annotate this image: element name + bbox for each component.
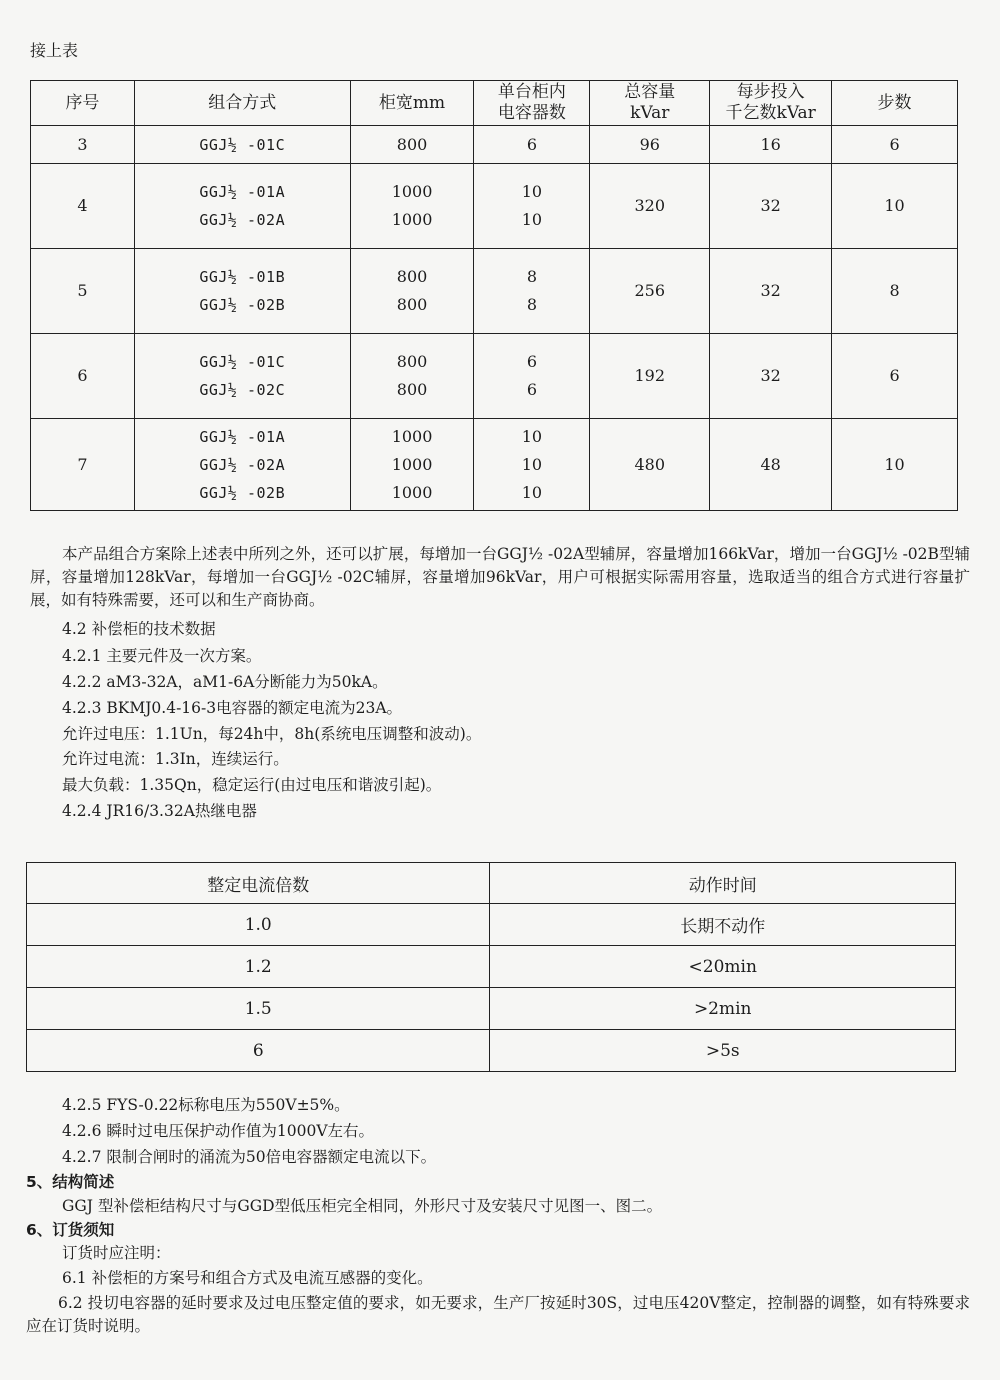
width-cell-line: 1000 (391, 482, 433, 502)
step-kvar-cell (710, 126, 832, 164)
tech-line: 最大负载：1.35Qn，稳定运行(由过电压和谐波引起)。 (62, 776, 442, 794)
total-capacity-cell-line: 256 (634, 281, 666, 300)
steps-cell (832, 164, 958, 249)
combination-cell (134, 334, 350, 419)
total-capacity-cell (590, 249, 710, 334)
header-text: 序号 (65, 92, 100, 113)
total-capacity-cell (590, 164, 710, 249)
thermal-relay-table (26, 862, 956, 1072)
header-current-multiple: 整定电流倍数 (27, 863, 490, 904)
tech-line: 4.2.1 主要元件及一次方案。 (62, 647, 262, 665)
width-cell (350, 419, 474, 511)
tech-line: 4.2.6 瞬时过电压保护动作值为1000V左右。 (62, 1122, 375, 1140)
width-cell-line: 1000 (391, 426, 433, 446)
capacitor-count-cell (474, 249, 590, 334)
combination-cell-line: GGJ½ -01C (199, 135, 286, 154)
total-capacity-cell-line: 320 (634, 196, 666, 215)
combination-cell-line: GGJ½ -02C (199, 381, 286, 399)
total-capacity-cell-line: 480 (634, 454, 666, 474)
header-no (31, 81, 135, 126)
tech-line: 4.2.3 BKMJ0.4-16-3电容器的额定电流为23A。 (62, 699, 403, 717)
row-number-cell-line: 5 (77, 281, 88, 300)
combination-cell (134, 419, 350, 511)
row-number-cell-line: 3 (77, 134, 88, 154)
tech-line: 4.2.5 FYS-0.22标称电压为550V±5%。 (62, 1096, 350, 1114)
combination-cell-line: GGJ½ -02A (199, 455, 286, 474)
table-row (31, 249, 958, 334)
combination-cell (134, 249, 350, 334)
action-time-cell: 长期不动作 (490, 904, 956, 946)
steps-cell (832, 126, 958, 164)
steps-cell-line: 6 (889, 366, 900, 385)
intro-paragraph: 本产品组合方案除上述表中所列之外，还可以扩展，每增加一台GGJ½ -02A型辅屏，容量增加166kVar，增加一台GGJ½ -02B型辅屏，容量增加128kVar，每增加一台GGJ½ -02C辅屏，容量增加96kVar，用户可根据实际需用容量，选取适当的组合方式进行容量扩展，如有特殊需要，还可以和生产商协商。 (30, 545, 970, 609)
current-multiple-cell: 1.5 (27, 988, 490, 1030)
capacitor-count-cell-line: 10 (521, 182, 543, 201)
table-row (27, 946, 956, 988)
steps-cell (832, 334, 958, 419)
combination-cell-line: GGJ½ -01C (199, 353, 286, 371)
current-multiple-cell: 1.2 (27, 946, 490, 988)
table-row (31, 126, 958, 164)
header-combination (134, 81, 350, 126)
capacitor-count-cell-line: 10 (521, 482, 543, 502)
capacitor-count-cell-line: 6 (526, 380, 537, 399)
ordering-item: 6.1 补偿柜的方案号和组合方式及电流互感器的变化。 (62, 1269, 433, 1287)
header-width (350, 81, 474, 126)
current-multiple-cell: 1.0 (27, 904, 490, 946)
header-steps (832, 81, 958, 126)
combination-cell-line: GGJ½ -02B (199, 483, 286, 502)
row-number-cell (31, 164, 135, 249)
action-time-cell: >5s (490, 1030, 956, 1072)
header-step-kvar (710, 81, 832, 126)
table-header-row (27, 863, 956, 904)
width-cell (350, 249, 474, 334)
continued-label: 接上表 (30, 41, 79, 60)
capacitor-count-cell (474, 334, 590, 419)
row-number-cell (31, 419, 135, 511)
row-number-cell-line: 6 (77, 366, 88, 385)
width-cell (350, 334, 474, 419)
ordering-item: 6.2 投切电容器的延时要求及过电压整定值的要求，如无要求，生产厂按延时30S，过电压420V整定，控制器的调整，如有特殊要求应在订货时说明。 (26, 1294, 970, 1335)
steps-cell-line: 10 (884, 196, 905, 215)
table-row (27, 988, 956, 1030)
row-number-cell (31, 334, 135, 419)
steps-cell (832, 419, 958, 511)
step-kvar-cell-line: 32 (760, 281, 781, 300)
step-kvar-cell-line: 32 (760, 366, 781, 385)
step-kvar-cell (710, 164, 832, 249)
header-text: 每步投入 千乞数kVar (725, 82, 816, 123)
total-capacity-cell-line: 96 (639, 134, 660, 154)
combination-cell-line: GGJ½ -02A (199, 211, 286, 229)
header-text: 总容量 kVar (624, 82, 676, 123)
tech-line: 4.2 补偿柜的技术数据 (62, 620, 216, 638)
table-row (27, 904, 956, 946)
header-text: 组合方式 (208, 92, 277, 113)
total-capacity-cell (590, 334, 710, 419)
step-kvar-cell (710, 334, 832, 419)
section-heading-ordering: 6、订货须知 (26, 1221, 115, 1239)
header-text: 柜宽mm (378, 92, 446, 113)
combination-cell-line: GGJ½ -02B (199, 296, 286, 314)
combination-cell-line: GGJ½ -01B (199, 268, 286, 286)
width-cell-line: 1000 (391, 210, 433, 229)
width-cell-line: 800 (396, 134, 428, 154)
row-number-cell (31, 126, 135, 164)
capacitor-count-cell-line: 8 (526, 295, 537, 314)
action-time-cell: <20min (490, 946, 956, 988)
section-heading-structure: 5、结构简述 (26, 1173, 115, 1191)
total-capacity-cell (590, 419, 710, 511)
structure-text: GGJ 型补偿柜结构尺寸与GGD型低压柜完全相同，外形尺寸及安装尺寸见图一、图二。 (62, 1197, 663, 1215)
tech-line: 4.2.2 aM3-32A，aM1-6A分断能力为50kA。 (62, 673, 388, 691)
capacitor-count-cell (474, 419, 590, 511)
width-cell-line: 800 (396, 267, 428, 286)
width-cell-line: 800 (396, 380, 428, 399)
header-action-time: 动作时间 (490, 863, 956, 904)
tech-line: 允许过电流：1.3In，连续运行。 (62, 750, 289, 768)
steps-cell-line: 8 (889, 281, 900, 300)
width-cell-line: 800 (396, 352, 428, 371)
width-cell-line: 1000 (391, 182, 433, 201)
table-row (31, 334, 958, 419)
tech-line: 4.2.4 JR16/3.32A热继电器 (62, 802, 257, 820)
step-kvar-cell (710, 419, 832, 511)
row-number-cell-line: 7 (77, 454, 88, 474)
capacitor-count-cell-line: 10 (521, 454, 543, 474)
row-number-cell-line: 4 (77, 196, 88, 215)
step-kvar-cell (710, 249, 832, 334)
width-cell-line: 800 (396, 295, 428, 314)
current-multiple-cell: 6 (27, 1030, 490, 1072)
capacitor-count-cell-line: 8 (526, 267, 537, 286)
combination-cell-line: GGJ½ -01A (199, 183, 286, 201)
capacitor-count-cell-line: 10 (521, 426, 543, 446)
combination-cell (134, 164, 350, 249)
tech-line: 允许过电压：1.1Un，每24h中，8h(系统电压调整和波动)。 (62, 725, 482, 743)
action-time-cell: >2min (490, 988, 956, 1030)
tech-line: 4.2.7 限制合闸时的涌流为50倍电容器额定电流以下。 (62, 1148, 437, 1166)
capacitor-count-cell (474, 164, 590, 249)
table-row (31, 164, 958, 249)
table-row (31, 419, 958, 511)
combination-cell-line: GGJ½ -01A (199, 427, 286, 446)
width-cell (350, 126, 474, 164)
capacitor-count-cell (474, 126, 590, 164)
step-kvar-cell-line: 32 (760, 196, 781, 215)
header-text: 单台柜内 电容器数 (497, 82, 566, 123)
step-kvar-cell-line: 16 (760, 134, 781, 154)
capacitor-combination-table (30, 80, 958, 511)
width-cell-line: 1000 (391, 454, 433, 474)
width-cell (350, 164, 474, 249)
header-text: 步数 (877, 92, 912, 113)
table-header-row (31, 81, 958, 126)
ordering-intro: 订货时应注明： (62, 1244, 171, 1262)
header-total-capacity (590, 81, 710, 126)
row-number-cell (31, 249, 135, 334)
total-capacity-cell (590, 126, 710, 164)
combination-cell (134, 126, 350, 164)
total-capacity-cell-line: 192 (634, 366, 666, 385)
table-row (27, 1030, 956, 1072)
steps-cell-line: 6 (889, 134, 900, 154)
steps-cell (832, 249, 958, 334)
steps-cell-line: 10 (884, 454, 905, 474)
capacitor-count-cell-line: 10 (521, 210, 543, 229)
header-capacitor-count (474, 81, 590, 126)
step-kvar-cell-line: 48 (760, 454, 781, 474)
capacitor-count-cell-line: 6 (526, 134, 537, 154)
capacitor-count-cell-line: 6 (526, 352, 537, 371)
